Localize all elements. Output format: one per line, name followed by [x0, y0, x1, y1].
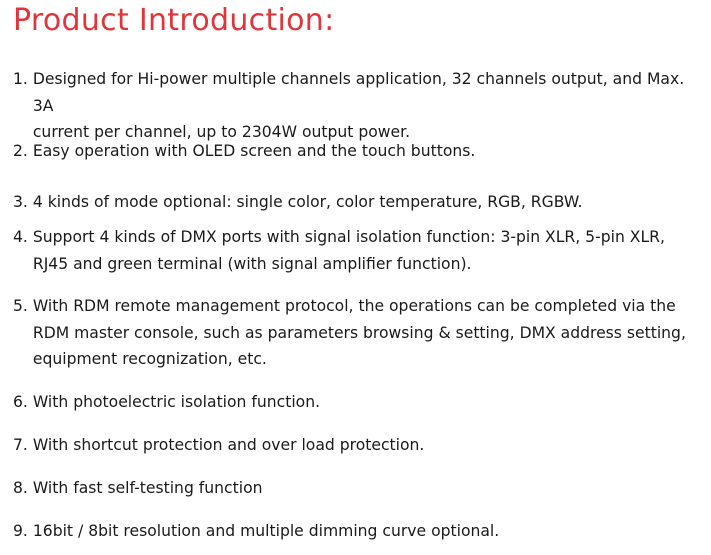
list-item: [13, 475, 703, 502]
list-item: [13, 224, 703, 277]
list-item-text: With shortcut protection and over load protection.: [32, 436, 425, 454]
list-item-number: 9.: [13, 522, 28, 540]
list-item-text: Easy operation with OLED screen and the touch buttons.: [32, 142, 476, 160]
list-item-text: Designed for Hi-power multiple channels application, 32 channels output, and Max. 3A current per channel, up to 2304W output power.: [32, 70, 685, 141]
list-item-text: With fast self-testing function: [32, 479, 263, 497]
list-item-text: With photoelectric isolation function.: [32, 393, 321, 411]
list-item-text: Support 4 kinds of DMX ports with signal isolation function: 3-pin XLR, 5-pin XLR, RJ45 and green terminal (with signal amplifier function).: [32, 228, 665, 273]
list-item: [13, 138, 703, 165]
page-title: Product Introduction:: [13, 3, 335, 38]
list-item-text: 4 kinds of mode optional: single color, color temperature, RGB, RGBW.: [32, 193, 583, 211]
list-item-number: 4.: [13, 228, 28, 246]
list-item: [13, 293, 703, 373]
list-item: [13, 518, 703, 545]
list-item: [13, 189, 703, 216]
list-item-number: 6.: [13, 393, 28, 411]
list-item: [13, 66, 703, 146]
list-item-number: 3.: [13, 193, 28, 211]
list-item-number: 5.: [13, 297, 28, 315]
list-item: [13, 389, 703, 416]
list-item-text: With RDM remote management protocol, the operations can be completed via the RDM master console, such as parameters browsing & setting, DMX address setting, equipment recognization, etc.: [32, 297, 686, 368]
list-item-text: 16bit / 8bit resolution and multiple dimming curve optional.: [32, 522, 500, 540]
list-item-number: 2.: [13, 142, 28, 160]
list-item-number: 8.: [13, 479, 28, 497]
list-item: [13, 432, 703, 459]
list-item-number: 7.: [13, 436, 28, 454]
list-item-number: 1.: [13, 70, 28, 88]
